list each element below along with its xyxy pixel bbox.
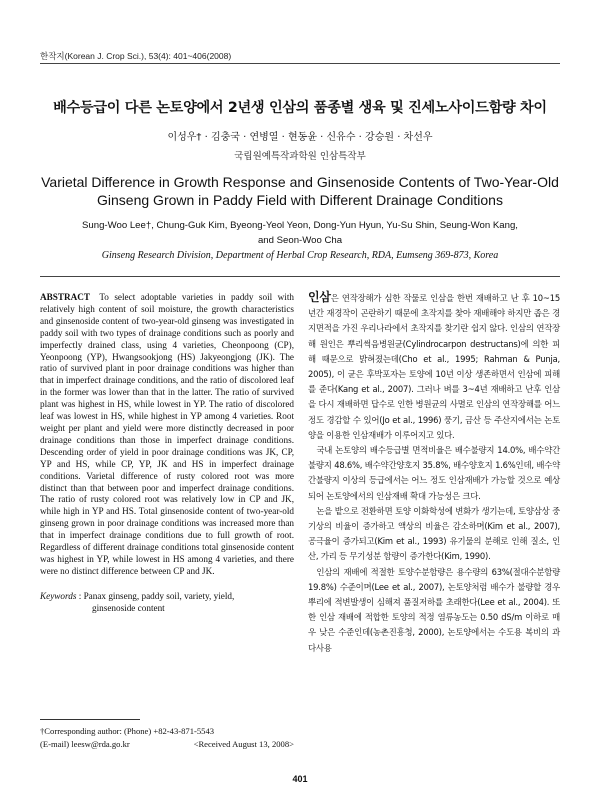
intro-heading: 인삼 bbox=[308, 290, 331, 304]
abstract-text: To select adoptable varieties in paddy soil with relatively high content of soil moisture, the growth characteristics and ginsenoside content of two-year-old ginseng was investigated in paddy soil with two types of drainage conditions such as poorly and imperfectly drained class, using 4 varieties, Cheonpoong (CP), Yeonpoong (YP), Hwangsookjong (HS) Jakyeongjong (JK). The ratio of survived plant in poor drainage conditions was higher than that in imperfect drainage conditions, and the ratio of discolored leaf in the former was lower than that in the latter. The ratio of survived plant was highest in HS, while lowest in YP. The ratio of discolored leaf was lowest in HS, while highest in YP among 4 varieties. Root weight per plant and yield were more distinctly decreased in poor drainage conditions than those in imperfect drainage conditions. Descending order of yield in poor drainage conditions was JK, CP, YP and HS, while CP, YP, JK and HS in imperfect drainage conditions. Varietal difference of rusty colored root was more distinct than that between poor and imperfect drainage conditions. The ratio of rusty colored root was relatively low in CP and JK, while high in YP and HS. Total ginsenoside content of two-year-old ginseng grown in poor drainage conditions was increased more than that in imperfect drainage conditions due to full growth of root. Regardless of different drainage conditions total ginsenoside content was highest in YP, while lowest in HS among 4 varieties, and there were no distinct difference between CP and JK. bbox=[40, 292, 294, 576]
abstract-label: ABSTRACT bbox=[40, 292, 91, 302]
intro-paragraph-1 bbox=[308, 290, 560, 443]
korean-title: 배수등급이 다른 논토양에서 2년생 인삼의 품종별 생육 및 진세노사이드함량 차이 bbox=[53, 100, 547, 116]
journal-citation: 한작지(Korean J. Crop Sci.), 53(4): 401~406(2008) bbox=[40, 51, 232, 61]
korean-affiliation: 국립원예특작과학원 인삼특작부 bbox=[234, 151, 366, 162]
keywords-label: Keywords bbox=[40, 590, 77, 601]
english-affiliation: Ginseng Research Division, Department of Herbal Crop Research, RDA, Eumseng 369-873, Korea bbox=[101, 250, 499, 261]
intro-paragraph-2: 국내 논토양의 배수등급별 면적비율은 배수불량지 14.0%, 배수약간불량지 48.6%, 배수약간양호지 35.8%, 배수양호지 1.6%인데, 배수약간불량지 이상의 등급에서는 어느 정도 인삼재배가 가능할 것으로 예상되어 논토양에서의 인삼재배 확대 가능성은 크다. bbox=[308, 445, 560, 501]
english-title: Varietal Difference in Growth Response and Ginsenoside Contents of Two-Year-Old Ginseng Grown in Paddy Field with Different Drainage Conditions bbox=[41, 174, 559, 208]
footnote-author: †Corresponding author: (Phone) +82-43-871-5543 bbox=[40, 726, 215, 736]
keywords-line2: ginsenoside content bbox=[92, 602, 165, 613]
section-rule bbox=[40, 276, 560, 277]
page-number: 401 bbox=[292, 774, 308, 784]
abstract-column bbox=[40, 292, 294, 614]
intro-paragraph-1-text: 은 연작장해가 심한 작물로 인삼을 한번 재배하고 난 후 10~15년간 재경작이 곤란하기 때문에 초작지를 찾아 재배해야 하지만 좁은 경지면적을 가진 우리나라에서 초작지를 찾기란 쉽지 않다. 인삼의 연작장해 원인은 뿌리썩음병원균(Cylindrocarpon destructans)에 의한 피해 때문으로 밝혀졌는데(Cho et al., 1995; Rahman & Punja, 2005), 이 균은 후박포자는 토양에 10년 이상 생존하면서 인삼에 피해를 준다(Kang et al., 2007). 그러나 벼를 3~4년 재배하고 난후 인삼을 다시 재배하면 답수로 인한 병원균의 사멸로 인삼의 연작장해를 어느 정도 경감할 수 있어(Jo et al., 1996) 풍기, 금산 등 주산지에서는 논토양을 이용한 인삼재배가 이루어지고 있다. bbox=[308, 293, 560, 440]
footnote-received: <Received August 13, 2008> bbox=[193, 738, 294, 749]
introduction-column bbox=[308, 290, 560, 656]
english-authors-line2: and Seon-Woo Cha bbox=[257, 235, 343, 246]
intro-paragraph-3: 논을 밭으로 전환하면 토양 이화학성에 변화가 생기는데, 토양삼상 중 기상의 비율이 증가하고 액상의 비율은 감소하며(Kim et al., 2007), 공극율이 증가되고(Kim et al., 1993) 유기물의 분해로 인해 질소, 인산, 가리 등 무기성분 함량이 증가한다(Kim, 1990). bbox=[308, 505, 560, 562]
keywords-line1: : Panax ginseng, paddy soil, variety, yield, bbox=[78, 590, 235, 601]
top-rule bbox=[40, 63, 560, 64]
keywords bbox=[40, 590, 294, 614]
footnote-rule bbox=[40, 719, 140, 720]
english-authors bbox=[40, 218, 560, 248]
korean-authors: 이성우† · 김충국 · 연병열 · 현동윤 · 신유수 · 강승원 · 차선우 bbox=[167, 132, 433, 143]
intro-paragraph-4: 인삼의 재배에 적절한 토양수분함량은 용수량의 63%(절대수분함량 19.8%) 수준이며(Lee et al., 2007), 논토양처럼 배수가 불량할 경우 뿌리에 적변발생이 심해져 품질저하를 초래한다(Lee et al., 2004). 또한 인삼 재배에 적합한 토양의 적정 염류농도는 0.50 dS/m 이하로 매우 낮은 수준인데(농촌진흥청, 2000), 논토양에서는 수도용 복비의 과다사용 bbox=[308, 566, 560, 653]
footnote bbox=[40, 725, 294, 750]
footnote-row bbox=[40, 738, 294, 751]
abstract bbox=[40, 292, 294, 578]
english-authors-line1: Sung-Woo Lee†, Chung-Guk Kim, Byeong-Yeol Yeon, Dong-Yun Hyun, Yu-Su Shin, Seung-Won Kang, bbox=[82, 220, 518, 231]
footnote-email: (E-mail) leesw@rda.go.kr bbox=[40, 738, 130, 749]
